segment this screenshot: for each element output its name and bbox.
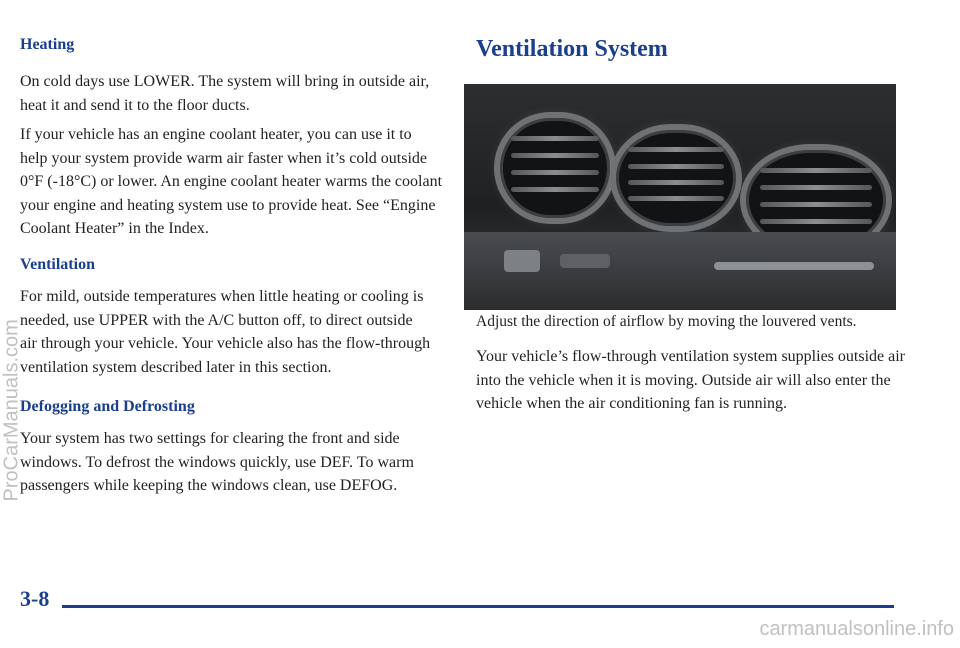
footer-rule [62, 605, 894, 608]
left-vent [494, 112, 616, 224]
ventilation-heading: Ventilation [20, 256, 95, 273]
center-vent [610, 124, 742, 232]
ventilation-paragraph: For mild, outside temperatures when little heating or cooling is needed, use UPPER with the A/C button off, to direct outside air through your vehicle. Your vehicle also has the flow-through ventilation system described later in this section. [20, 288, 431, 376]
heating-heading: Heating [20, 36, 75, 53]
defogging-heading: Defogging and Defrosting [20, 398, 195, 415]
side-watermark: ProCarManuals.com [0, 319, 23, 502]
photo-caption: Adjust the direction of airflow by moving the louvered vents. [476, 313, 857, 330]
page-number: 3-8 [20, 586, 50, 611]
ventilation-system-heading: Ventilation System [476, 36, 668, 62]
dashboard-console [464, 232, 896, 310]
heating-paragraph-2: If your vehicle has an engine coolant heater, you can use it to help your system provide warm air faster when it’s cold outside 0°F (-18°C) or lower. An engine coolant heater warms the coolant your engine and heating system use to provide heat. See “Engine Coolant Heater” in the Index. [20, 126, 443, 237]
defogging-paragraph: Your system has two settings for clearing the front and side windows. To defrost the windows quickly, use DEF. To warm passengers while keeping the windows clean, use DEFOG. [20, 430, 414, 494]
ventilation-system-paragraph: Your vehicle’s flow-through ventilation system supplies outside air into the vehicle when it is moving. Outside air will also enter the vehicle when the air conditioning fan is running. [476, 348, 905, 412]
vents-photo [464, 84, 896, 310]
bottom-watermark: carmanualsonline.info [759, 618, 954, 640]
heating-paragraph-1: On cold days use LOWER. The system will bring in outside air, heat it and send it to the floor ducts. [20, 73, 430, 114]
